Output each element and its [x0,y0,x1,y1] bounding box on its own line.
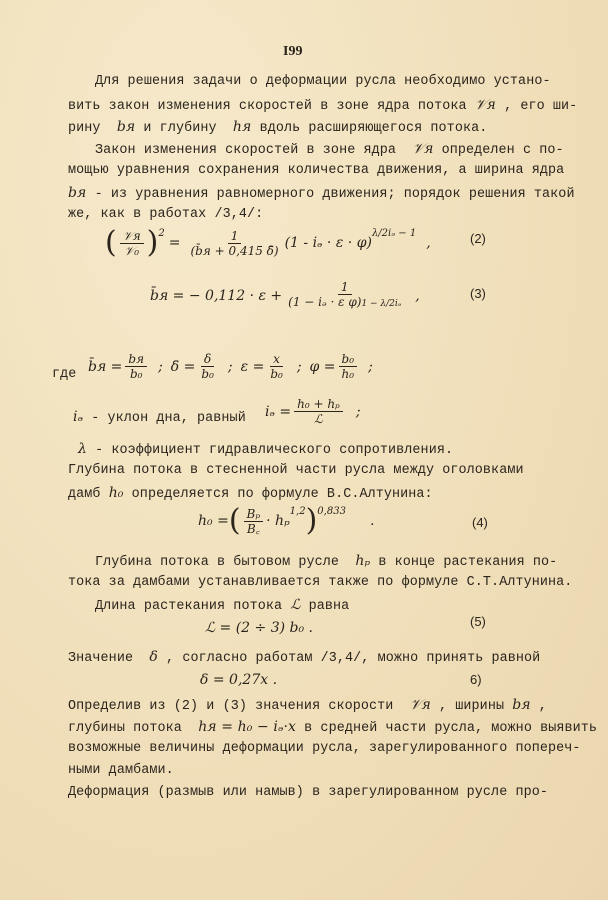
text-span: - уклон дна, равный [91,411,246,426]
fraction [294,397,343,426]
expression: δ = 0,27x . [200,672,278,688]
numerator: h₀ + hₚ [294,397,343,412]
expression: ε = [240,358,265,375]
text-span: равна [308,599,350,614]
text-line [68,118,487,138]
numerator: x [270,352,283,367]
denominator: B꜀ [246,521,260,536]
equation-3: b̄я = − 0,112 · ε + $\frac{1}{\text{(1 − iₔ · ε φ)1 − λ/2iₔ}}$ , [150,280,420,309]
exponent: λ/2iₔ − 1 [371,227,417,239]
denominator: b₀ [201,367,214,381]
text-line [95,552,557,572]
math-symbol: h₀ [108,485,124,501]
text-line: Глубина потока в стесненной части русла между оголовками [68,463,524,478]
numerator: b₀ [339,352,358,367]
denominator: 𝒱₀ [124,243,140,258]
numerator: δ [201,352,214,367]
text-line [68,718,597,738]
fraction [339,352,358,381]
text-line [95,140,564,160]
denominator: b₀ [129,367,143,381]
math-expression: hя = h₀ − iₔ·x [198,719,297,735]
equation-5 [205,620,313,636]
text-line: Деформация (размыв или намыв) в зарегулированном русле про- [68,785,549,800]
paren: ( [228,503,241,538]
text-line [68,484,433,504]
equation-number: (5) [470,614,486,629]
fraction [267,352,286,381]
text-span: Длина растекания потока [95,599,283,614]
text-span: вдоль расширяющегося потока. [259,121,488,136]
equation-2: ( $\frac{\text{𝒱я}}{\text{𝒱₀}}$ ) 2 = $\frac{1}{(b̄я + 0,415 \deltā)}$ (1 - iₔ · ε · φ) λ/2iₔ − 1 , [105,225,431,260]
equation-number: (4) [472,515,488,530]
exponent: 1,2 [289,505,306,517]
text-line: мощью уравнения сохранения количества движения, а ширина ядра [68,163,565,178]
math-symbol: 𝒱я [412,141,434,157]
math-symbol: bя [68,185,87,201]
exponent: 1 − λ/2iₔ [361,299,402,309]
paren: ( [105,225,117,260]
exponent: 2 [158,227,165,239]
math-symbol: hₚ [355,553,371,569]
math-symbol: 𝒱я [409,697,431,713]
expression: h₀ = [198,513,229,529]
math-symbol: bя [116,119,136,135]
expression: (1 − iₔ · ε φ) [288,295,362,309]
text-span: глубины потока [68,721,182,736]
math-symbol: iₔ [73,409,84,425]
equation-number: (3) [470,286,486,301]
text-line: Определив из (2) и (3) значения скорости 𝒱я , ширины bя , [68,697,547,714]
text-line [95,596,349,616]
fraction [120,229,144,258]
math-symbol: bя [512,697,531,713]
text-line: возможные величины деформации русла, зарегулированного попереч- [68,741,581,756]
expression: φ = [309,358,336,375]
denominator: b₀ [270,367,283,381]
expression: iₔ = [265,403,292,420]
equation-6 [200,672,277,688]
text-span: определяется по формуле В.С.Алтунина: [131,487,433,502]
page-number: I99 [283,44,303,59]
math-symbol: hя [232,119,252,135]
exponent: 0,833 [317,505,346,517]
numerator: 𝒱я [120,229,144,244]
slope-equation: iₔ = $\frac{\text{h₀ + hₚ}}{\text{ℒ}}$ ; [265,397,361,426]
numerator: 1 [338,280,352,295]
text-span: и глубину [143,121,217,136]
text-line: тока за дамбами устанавливается также по формуле С.Т.Алтунина. [68,575,573,590]
fraction [188,229,282,258]
math-symbol: λ [78,441,87,457]
text-span: в конце растекания по- [378,555,558,570]
text-line: Для решения задачи о деформации русла необходимо устано- [95,74,551,89]
equation-number: (2) [470,231,486,246]
text-span: Значение [68,651,134,666]
fraction [198,352,217,381]
text-line [68,648,540,668]
text-span: Определив из (2) и (3) значения скорости [68,699,394,714]
expression: ℒ = (2 ÷ 3) b₀ . [205,620,314,636]
text-span: в средней части русла, можно выявить [304,721,598,736]
text-line [68,96,577,116]
text-span: рину [68,121,101,136]
denominator [285,295,404,311]
expression: · hₚ [266,513,290,529]
expression: b̄я = − 0,112 · ε + [150,287,283,304]
numerator: Bₚ [244,507,264,522]
denominator: ℒ [314,412,323,426]
text-span: - из уравнения равномерного движения; порядок решения такой [94,187,575,202]
text-span: вить закон изменения скоростей в зоне ядра потока [68,99,467,114]
text-line: ными дамбами. [68,763,174,778]
numerator: bя [125,352,147,367]
definitions: b̄я = $\frac{bя}{\text{b₀}}$ ; δ̄ = $\frac{\delta}{\text{b₀}}$ ; ε = $\frac{x}{\text{b₀}}$ ; φ = $\frac{\text{b₀}}{\text{h₀}}$ ; [88,352,373,381]
math-symbol: 𝒱я [474,97,496,113]
math-symbol: ℒ [290,597,301,613]
text-span: дамб [68,487,101,502]
denominator: (b̄я + 0,415 δ̄) [190,243,279,258]
denominator: h₀ [341,367,355,381]
text-span: Закон изменения скоростей в зоне ядра [95,143,397,158]
expression: δ̄ = [170,358,196,375]
fraction [285,280,404,311]
equation-number: 6) [470,672,482,687]
math-symbol: δ [149,649,158,665]
text-span: , согласно работам /3,4/, можно принять равной [166,651,541,666]
text-line [73,408,246,428]
expression: (1 - iₔ · ε · φ) [284,235,372,251]
text-line [68,184,575,204]
numerator: 1 [228,229,242,244]
text-span: определен с по- [441,143,564,158]
where-label: где [52,367,77,382]
text-line [78,440,453,460]
text-span: , его ши- [504,99,578,114]
text-span: Глубина потока в бытовом русле [95,555,340,570]
text-line: же, как в работах /3,4/: [68,207,264,222]
fraction [244,507,264,536]
text-span: - коэффициент гидравлического сопротивления. [95,443,454,458]
paren: ) [146,225,159,260]
fraction [125,352,147,381]
paren: ) [305,503,318,538]
equation-4: h₀ = ( $\frac{\text{Bₚ}}{B꜀}$ · hₚ 1,2 ) 0,833 . [198,503,375,538]
expression: b̄я = [88,358,123,375]
text-span: , ширины [439,699,505,714]
